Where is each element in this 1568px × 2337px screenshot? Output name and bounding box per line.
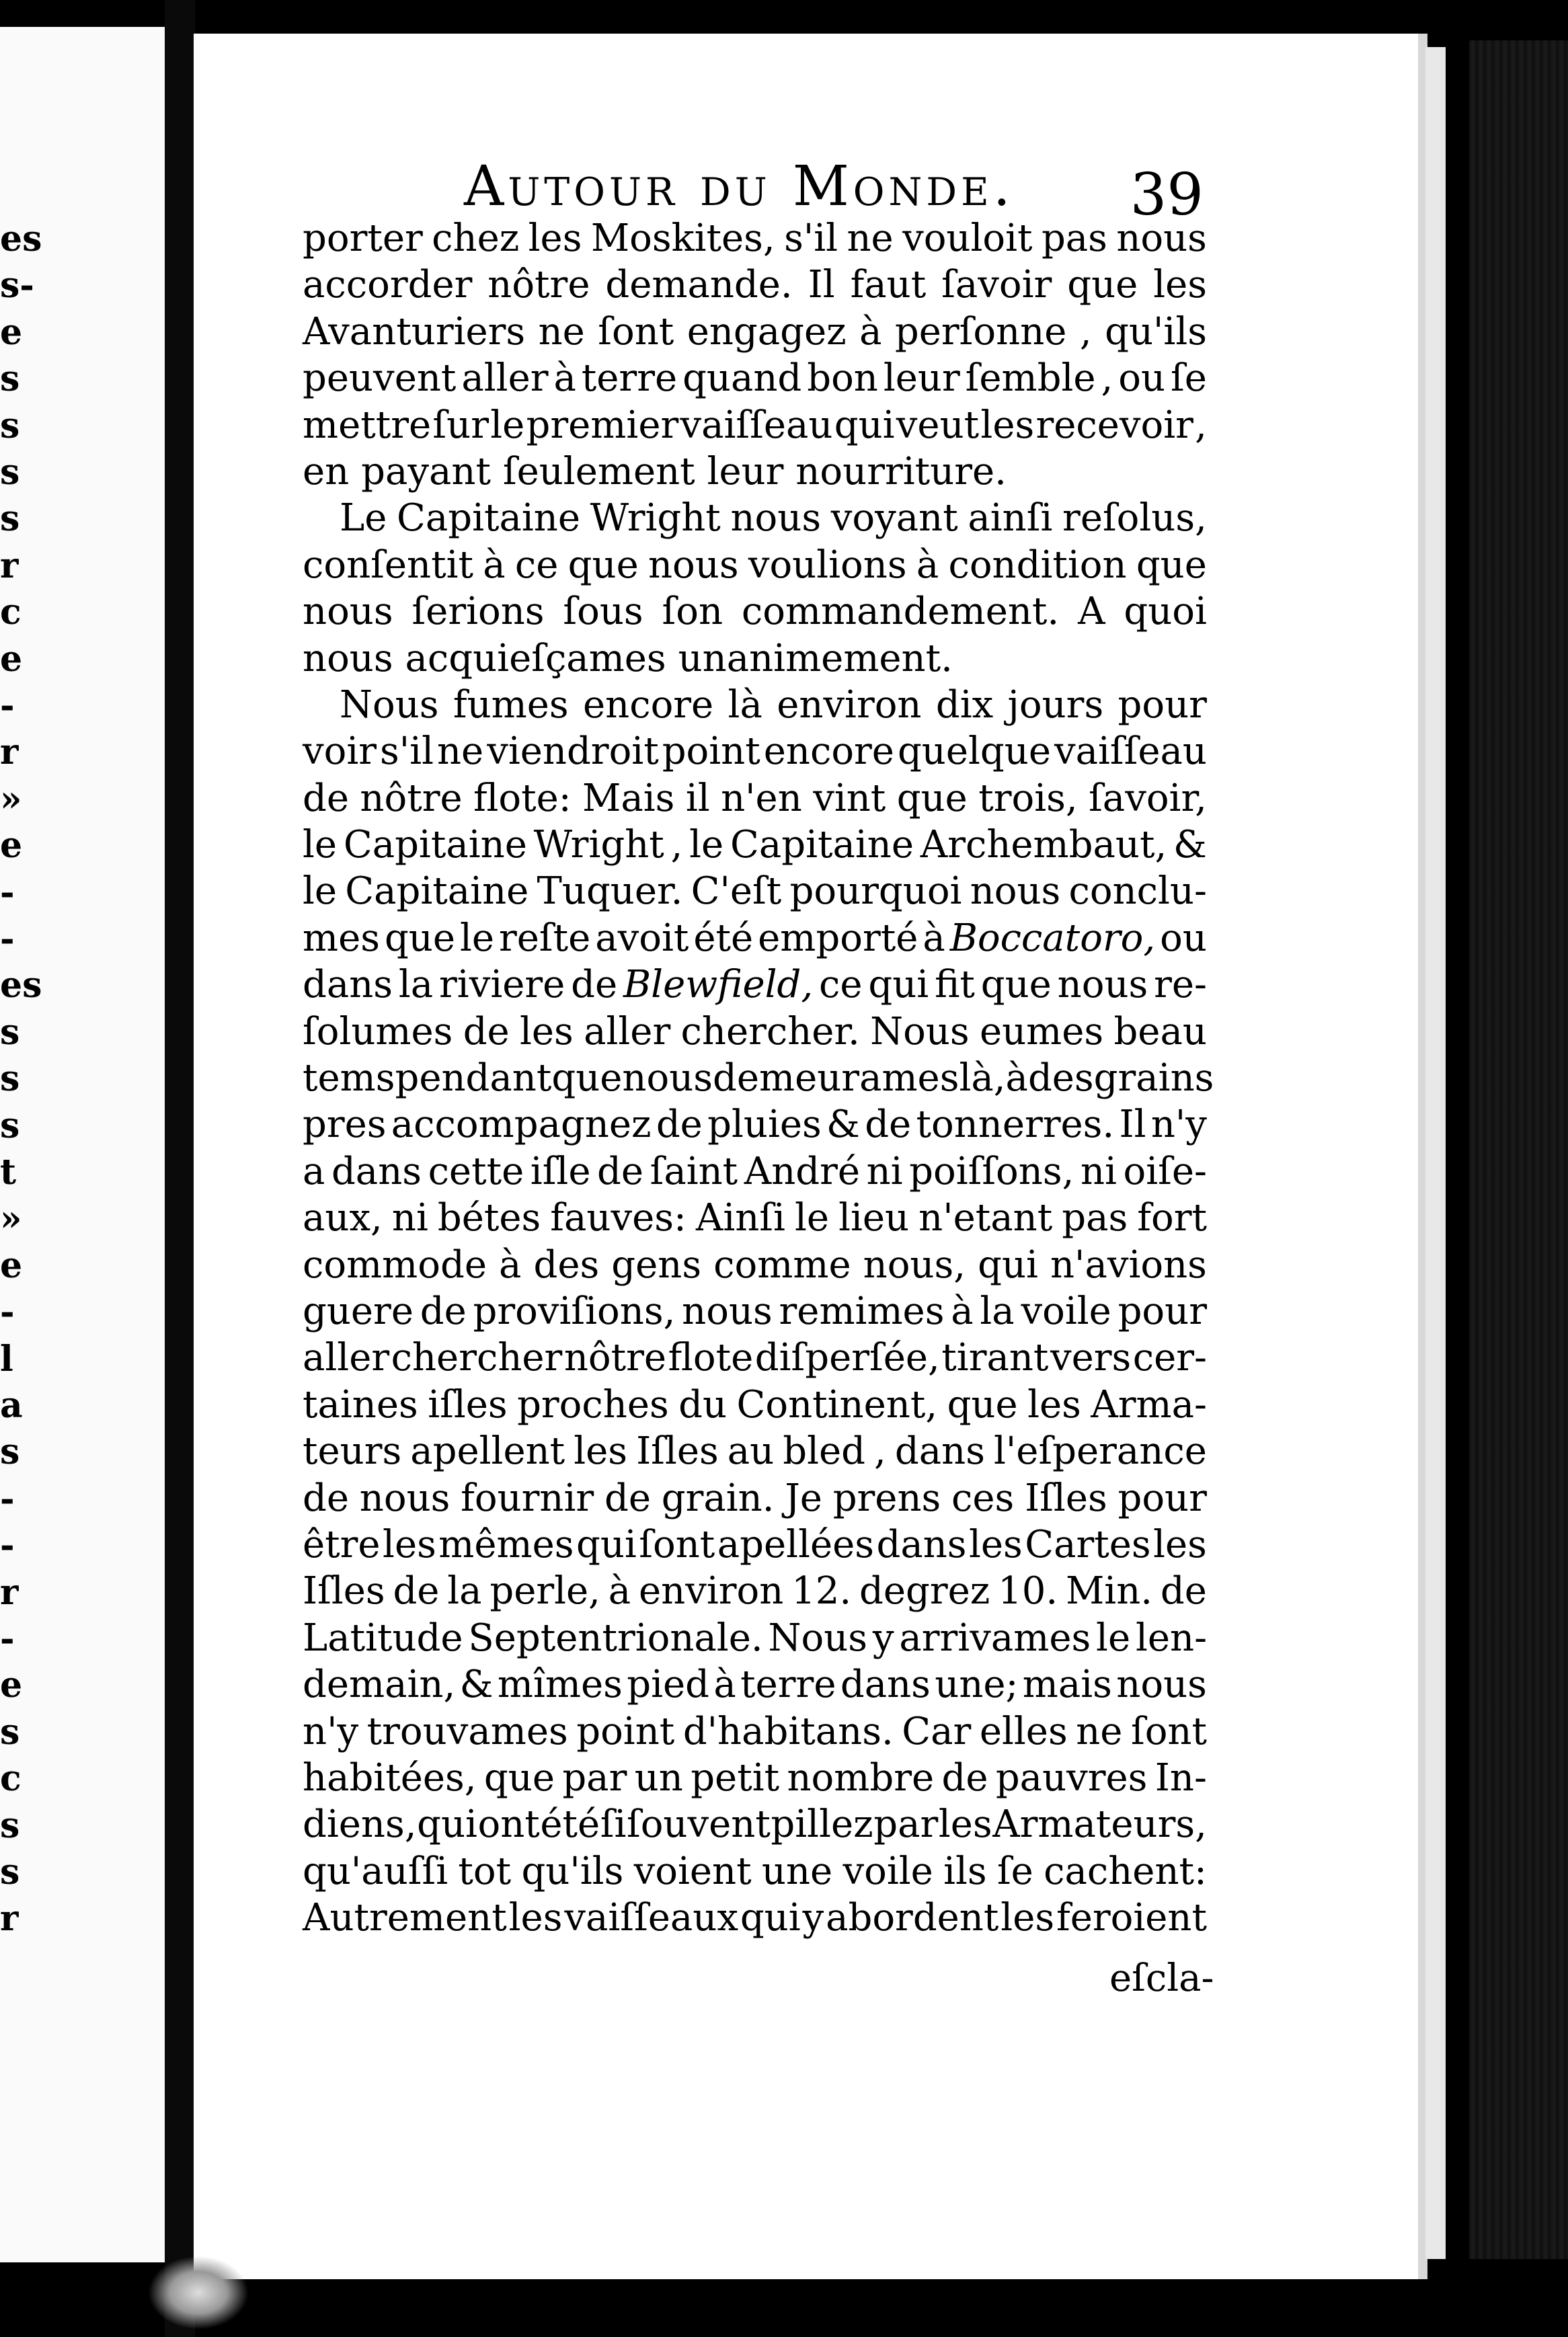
text-line: aller chercher nôtre flote diſperſée, tirant vers cer- (303, 1336, 1207, 1380)
previous-page-fragment: - (0, 1618, 15, 1659)
text-line: Avanturiers ne ſont engagez à perſonne , qu'ils (303, 309, 1207, 354)
text-line: Autrement les vaiſſeaux qui y abordent les feroient (303, 1896, 1207, 1940)
text-line: a dans cette iſle de ſaint André ni poiſſons, ni oiſe- (303, 1149, 1207, 1193)
text-line: habitées, que par un petit nombre de pauvres In- (303, 1755, 1207, 1800)
text-line: de nôtre flote: Mais il n'en vint que trois, ſavoir, (303, 776, 1207, 820)
text-line: diens, qui ont été ſi ſouvent pillez par les Armateurs, (303, 1803, 1207, 1847)
previous-page-fragment: - (0, 685, 15, 726)
text-line: tems pendant que nous demeurames là, à des grains (303, 1056, 1214, 1101)
text-line: accorder nôtre demande. Il faut ſavoir que les (303, 263, 1207, 307)
previous-page-text-edge (0, 27, 42, 2262)
text-line: porter chez les Moskites, s'il ne vouloit pas nous (303, 216, 1207, 260)
text-line: demain, & mîmes pied à terre dans une; mais nous (303, 1663, 1207, 1707)
text-line: de nous fournir de grain. Je prens ces Iſles pour (303, 1476, 1207, 1520)
previous-page-fragment: s (0, 1711, 20, 1753)
previous-page-fragment: s (0, 358, 20, 400)
text-line: ſolumes de les aller chercher. Nous eumes beau (303, 1009, 1207, 1054)
body-text (303, 215, 1214, 1941)
previous-page (0, 27, 165, 2262)
running-head (269, 148, 1204, 229)
text-line: guere de proviſions, nous remimes à la voile pour (303, 1289, 1207, 1333)
text-line: commode à des gens comme nous, qui n'avions (303, 1242, 1207, 1287)
previous-page-fragment: r (0, 1571, 19, 1613)
text-line: n'y trouvames point d'habitans. Car elles ne ſont (303, 1709, 1207, 1753)
text-line: le Capitaine Wright , le Capitaine Archembaut, & (303, 823, 1207, 867)
previous-page-fragment: r (0, 1898, 19, 1940)
previous-page-fragment: - (0, 1525, 15, 1567)
text-line: Latitude Septentrionale. Nous y arrivames le len- (303, 1616, 1207, 1660)
previous-page-fragment: s (0, 1805, 20, 1846)
running-title: Autour du Monde. (464, 155, 1015, 219)
book-cover-edge (1469, 40, 1568, 2259)
previous-page-fragment: s (0, 452, 20, 493)
previous-page-fragment: e (0, 1244, 23, 1286)
previous-page-fragment: r (0, 545, 19, 586)
previous-page-fragment: e (0, 638, 23, 680)
text-line: taines iſles proches du Continent, que les Arma- (303, 1382, 1207, 1427)
text-line: nous ſerions ſous ſon commandement. A quoi (303, 590, 1207, 634)
previous-page-fragment: - (0, 871, 15, 913)
text-line: mes que le reſte avoit été emporté à Boccatoro, ou (303, 916, 1207, 960)
text-line: voir s'il ne viendroit point encore quelque vaiſſeau (303, 729, 1207, 774)
previous-page-fragment: - (0, 1292, 15, 1333)
text-line: mettre ſur le premier vaiſſeau qui veut les recevoir , (303, 403, 1207, 447)
previous-page-fragment: s- (0, 265, 34, 307)
text-line: Iſles de la perle, à environ 12. degrez 10. Min. de (303, 1569, 1207, 1614)
previous-page-fragment: r (0, 731, 19, 773)
page-edge (1425, 47, 1446, 2259)
text-line: dans la riviere de Blewfield, ce qui fit que nous re- (303, 963, 1207, 1007)
book-gutter (165, 0, 195, 2337)
previous-page-fragment: e (0, 1665, 23, 1706)
previous-page-fragment: - (0, 918, 15, 959)
previous-page-fragment: s (0, 498, 20, 540)
previous-page-fragment: » (0, 778, 22, 820)
text-line: être les mêmes qui ſont apellées dans les Cartes les (303, 1522, 1207, 1567)
page-number: 39 (1130, 161, 1204, 229)
previous-page-fragment: » (0, 1198, 22, 1240)
text-line: en payant ſeulement leur nourriture. (303, 449, 1007, 493)
text-line: Nous fumes encore là environ dix jours pour (340, 682, 1207, 727)
previous-page-fragment: s (0, 405, 20, 446)
catchword: eſcla- (1109, 1956, 1214, 2000)
previous-page-fragment: - (0, 1478, 15, 1519)
text-line: aux, ni bétes fauves: Ainſi le lieu n'etant pas fort (303, 1196, 1207, 1240)
text-line: pres accompagnez de pluies & de tonnerres. Il n'y (303, 1103, 1207, 1147)
previous-page-fragment: l (0, 1338, 13, 1380)
previous-page-fragment: a (0, 1385, 23, 1426)
text-line: Le Capitaine Wright nous voyant ainſi reſolus, (340, 496, 1207, 541)
text-line: peuvent aller à terre quand bon leur ſemble , ou ſe (303, 356, 1207, 401)
previous-page-fragment: c (0, 592, 22, 633)
page-stain (148, 2256, 249, 2330)
previous-page-fragment: s (0, 1852, 20, 1893)
previous-page-fragment: es (0, 219, 42, 260)
previous-page-fragment: s (0, 1011, 20, 1053)
text-line: qu'auſſi tot qu'ils voient une voile ils ſe cachent: (303, 1849, 1207, 1893)
previous-page-fragment: c (0, 1758, 22, 1800)
previous-page-fragment: s (0, 1105, 20, 1146)
text-line: nous acquieſçames unanimement. (303, 636, 953, 680)
previous-page-fragment: es (0, 965, 42, 1006)
previous-page-fragment: e (0, 825, 23, 867)
previous-page-fragment: s (0, 1431, 20, 1473)
text-line: le Capitaine Tuquer. C'eſt pourquoi nous conclu- (303, 869, 1207, 914)
text-line: teurs apellent les Iſles au bled , dans l'eſperance (303, 1429, 1207, 1474)
previous-page-fragment: t (0, 1152, 17, 1193)
previous-page-fragment: s (0, 1058, 20, 1100)
text-line: conſentit à ce que nous voulions à condition que (303, 543, 1207, 587)
previous-page-fragment: e (0, 311, 23, 353)
